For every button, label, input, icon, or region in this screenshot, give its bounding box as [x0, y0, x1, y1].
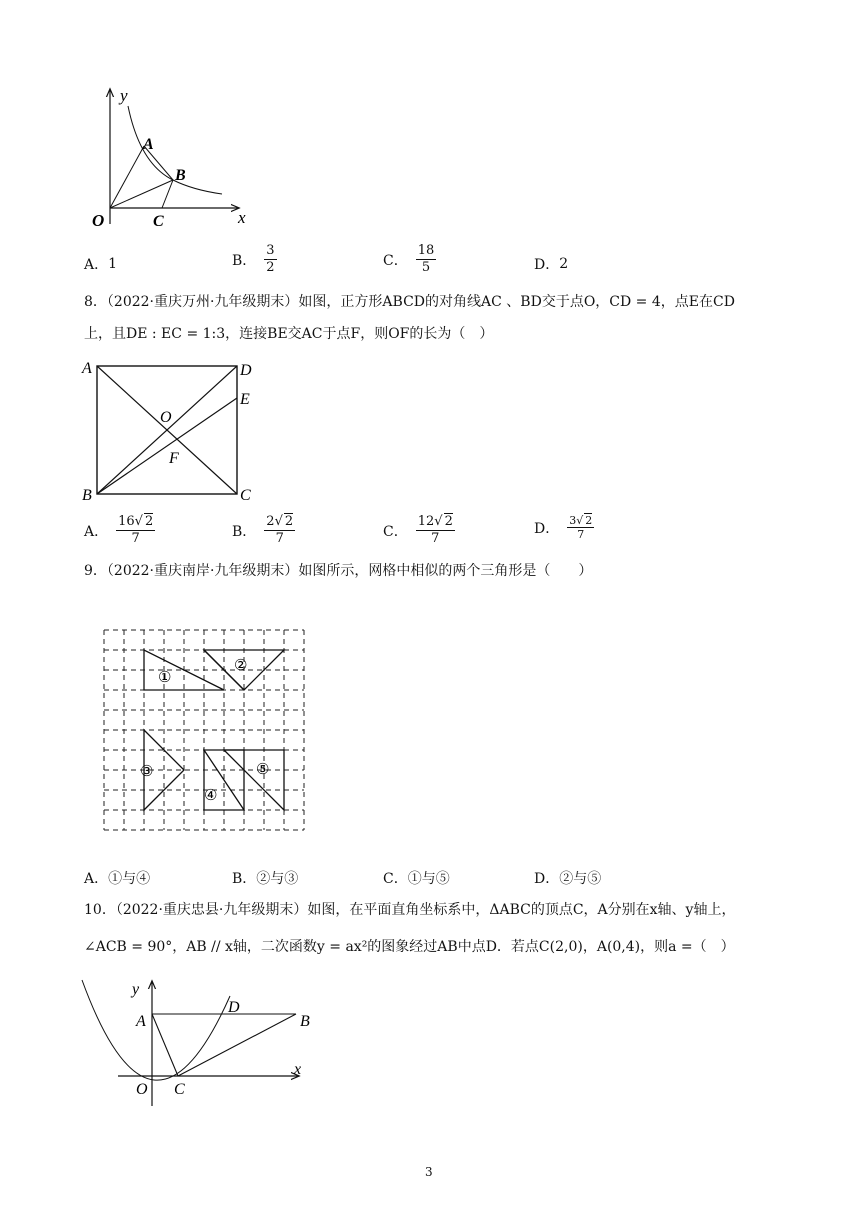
label-y: y	[132, 981, 140, 998]
label-4: ④	[204, 788, 218, 804]
label-O: O	[92, 211, 105, 230]
q9-option-b[interactable]: B． ②与③	[232, 871, 299, 887]
q9-option-a[interactable]: A． ①与④	[84, 871, 151, 887]
label-F: F	[169, 450, 179, 467]
q9-option-d[interactable]: D． ②与⑤	[534, 871, 602, 887]
q9-grid-figure	[100, 626, 305, 836]
q7-option-a[interactable]: A． 1	[84, 256, 118, 273]
label-A: A	[82, 360, 92, 377]
fraction: $\frac{12√ 2}{7}$	[417, 514, 453, 546]
label-y: y	[120, 86, 128, 105]
label-x: x	[294, 1061, 302, 1078]
fraction: $\frac{3√ 2}{7}$	[569, 514, 593, 541]
fraction: $\frac{3}{2}$	[266, 243, 275, 275]
label-E: E	[240, 391, 250, 408]
label-A: A	[143, 136, 154, 153]
q7-option-b[interactable]: B． $\frac{3}{2}$	[232, 243, 275, 275]
q7-option-d[interactable]: D． 2	[534, 256, 569, 273]
q8-option-c[interactable]: C． $\frac{12√ 2}{7}$	[383, 514, 453, 546]
q8-option-d[interactable]: D． $\frac{3√ 2}{7}$	[534, 514, 593, 541]
q8-figure	[80, 358, 260, 508]
label-C: C	[174, 1081, 185, 1098]
page-number: 3	[425, 1165, 433, 1179]
triangle-5	[224, 750, 284, 810]
fraction: $\frac{18}{5}$	[417, 243, 435, 275]
label-x: x	[238, 208, 246, 227]
label-O: O	[160, 409, 172, 426]
fraction: $\frac{2√ 2}{7}$	[266, 514, 294, 546]
label-A: A	[136, 1013, 146, 1030]
label-D: D	[240, 362, 252, 379]
q9-stem-line1: 9．（2022·重庆南岸·九年级期末）如图所示，网格中相似的两个三角形是（ ）	[84, 563, 593, 579]
q8-stem-line1: 8．（2022·重庆万州·九年级期末）如图，正方形ABCD的对角线AC 、BD交于点O，CD = 4，点E在CD	[84, 294, 735, 310]
q8-option-a[interactable]: A． $\frac{16√ 2}{7}$	[84, 514, 154, 546]
label-5: ⑤	[256, 762, 270, 778]
q7-figure	[88, 84, 258, 234]
label-B: B	[175, 167, 186, 184]
label-1: ①	[158, 670, 172, 686]
q8-option-b[interactable]: B． $\frac{2√ 2}{7}$	[232, 514, 294, 546]
label-C: C	[240, 487, 251, 504]
fraction: $\frac{16√ 2}{7}$	[118, 514, 154, 546]
label-C: C	[153, 213, 164, 230]
q7-option-c[interactable]: C． $\frac{18}{5}$	[383, 243, 435, 275]
label-2: ②	[234, 658, 248, 674]
q8-stem-line2: 上，且DE : EC = 1:3，连接BE交AC于点F，则OF的长为（ ）	[84, 326, 494, 342]
label-B: B	[300, 1013, 310, 1030]
q10-figure	[78, 976, 310, 1108]
label-B: B	[82, 487, 92, 504]
q10-stem-line1: 10．（2022·重庆忠县·九年级期末）如图，在平面直角坐标系中，ΔABC的顶点C，A分别在x轴、y轴上，	[84, 902, 736, 918]
label-3: ③	[140, 764, 154, 780]
label-O: O	[136, 1081, 148, 1098]
label-D: D	[228, 999, 240, 1016]
parabola-curve	[82, 980, 230, 1080]
q9-option-c[interactable]: C． ①与⑤	[383, 871, 450, 887]
q10-stem-line2: ∠ACB = 90°，AB // x轴，二次函数y = ax²的图象经过AB中点D．若点C(2,0)，A(0,4)，则a =（ ）	[84, 939, 735, 955]
